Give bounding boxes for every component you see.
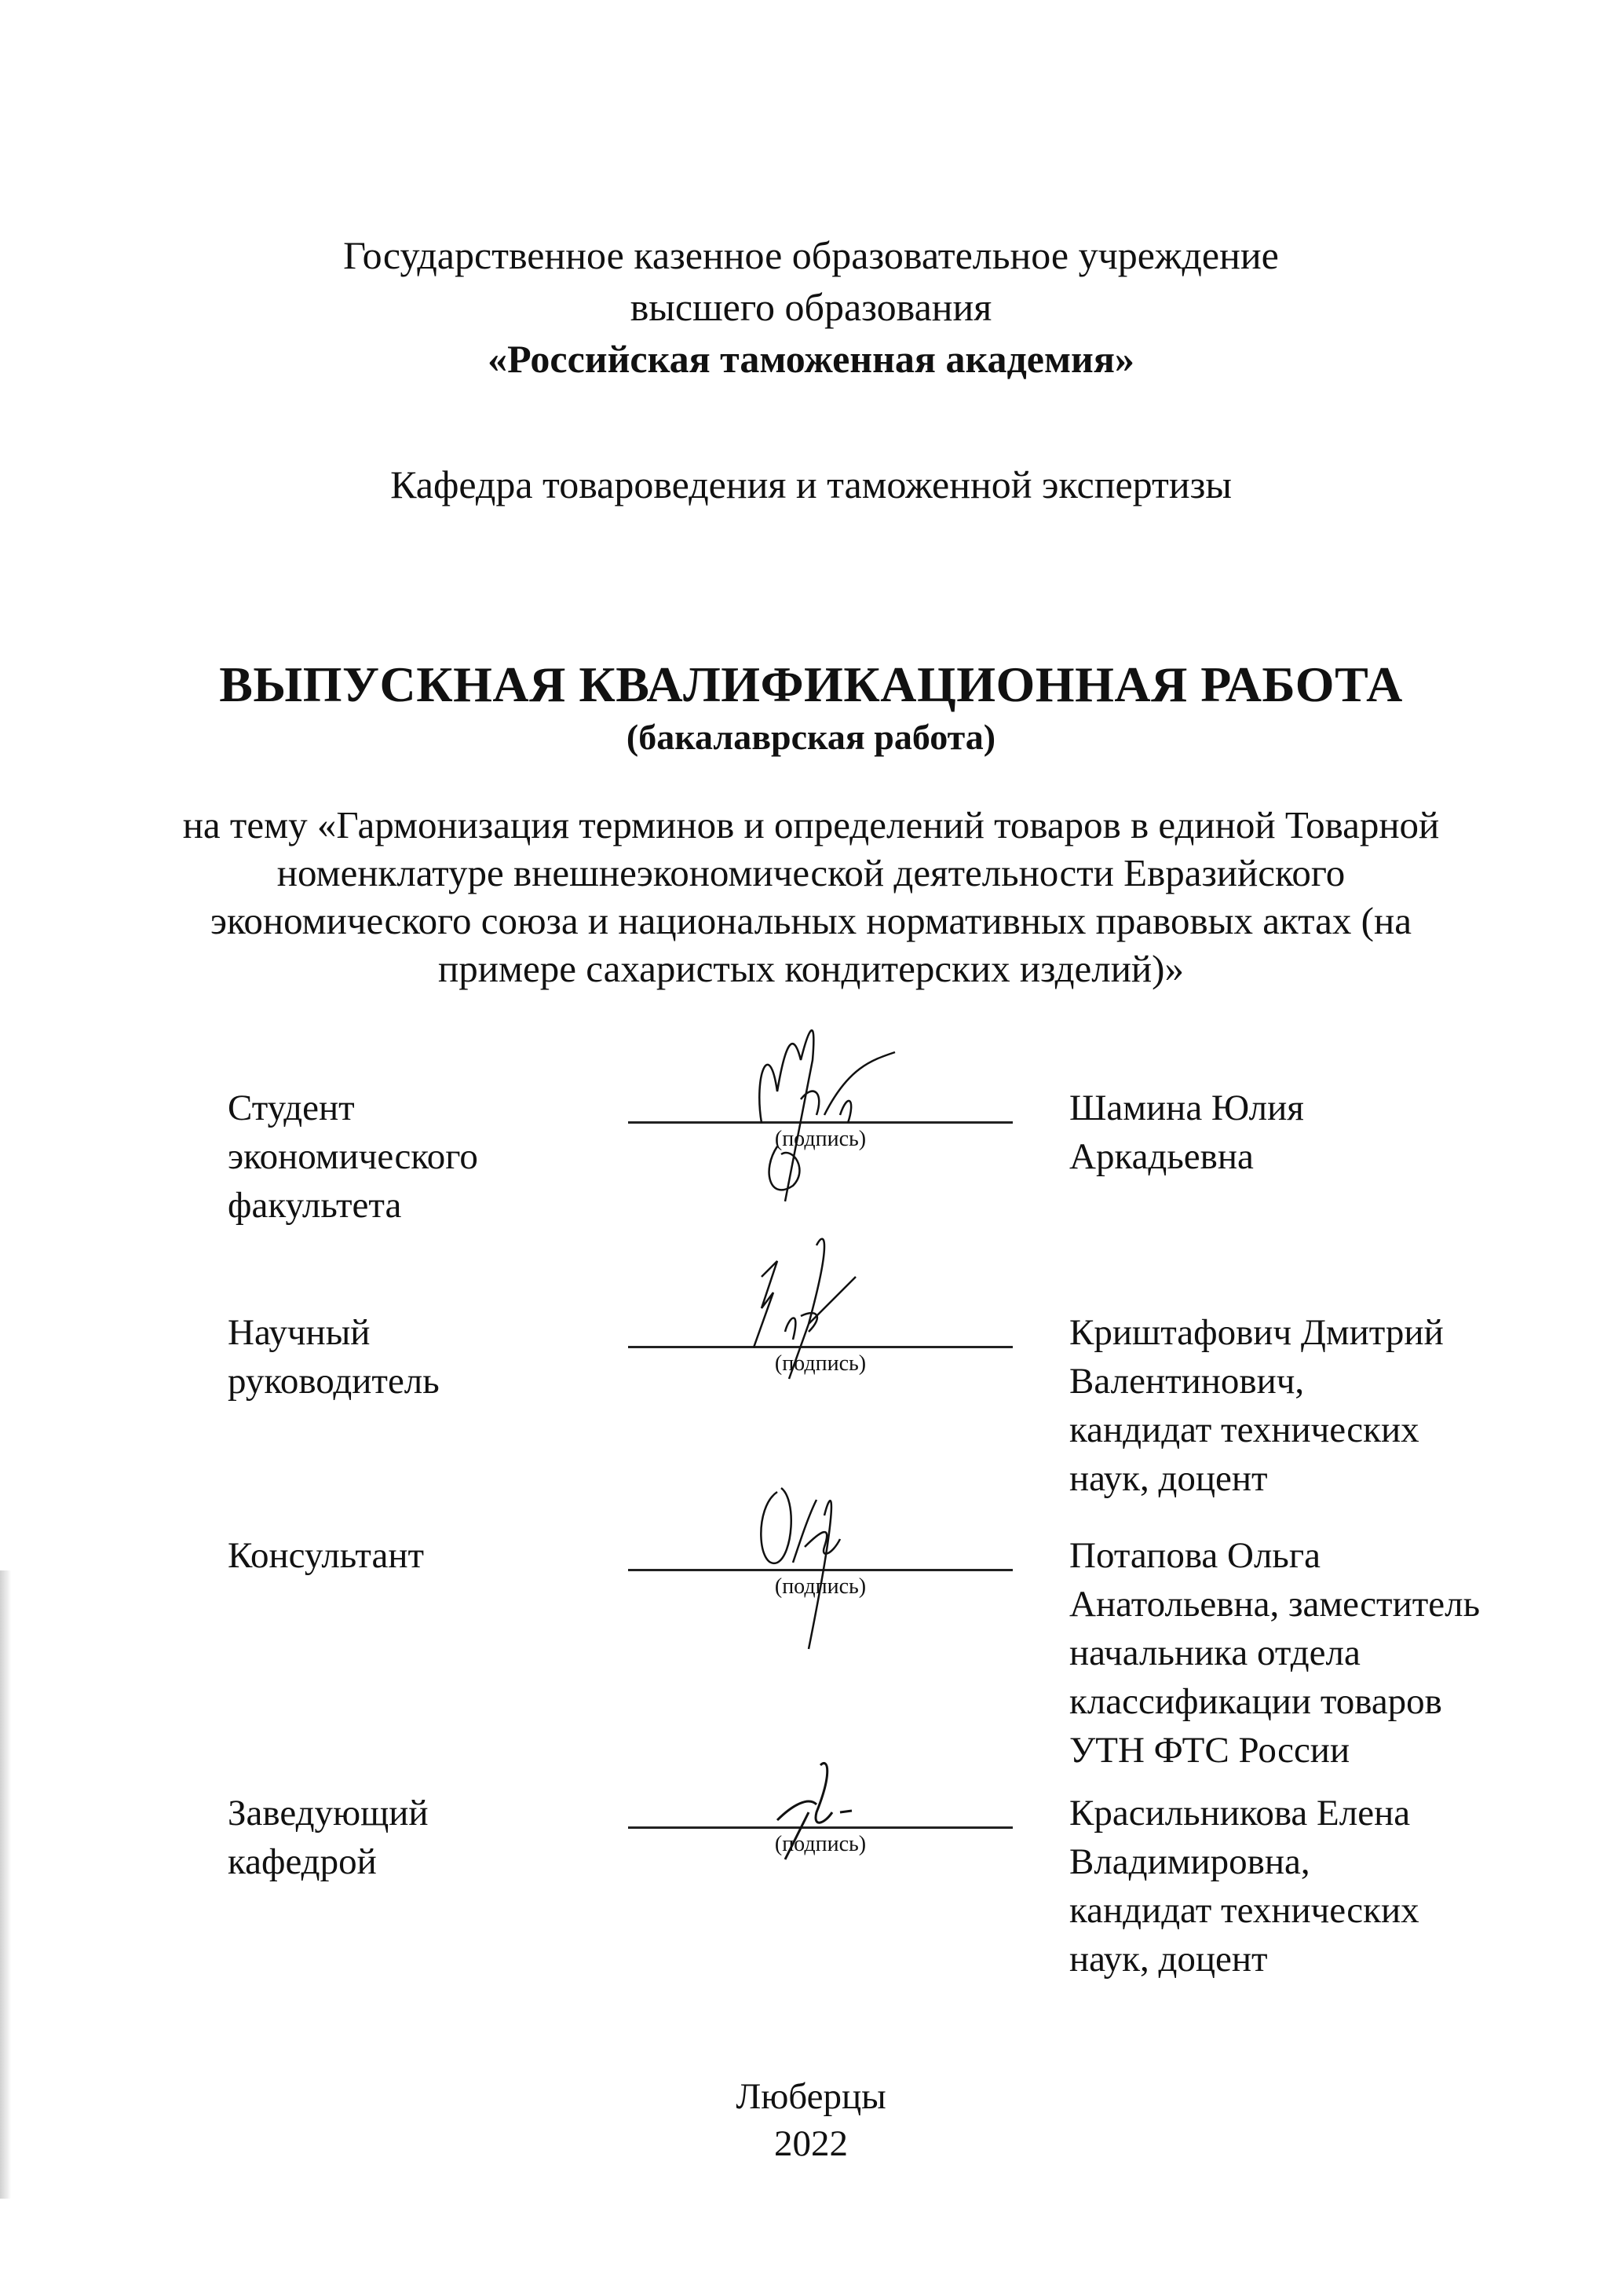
topic-line: номенклатуре внешнеэкономической деятельности Евразийского bbox=[276, 851, 1346, 894]
thesis-topic bbox=[0, 801, 1622, 993]
institution-header bbox=[0, 229, 1622, 385]
signatory-role bbox=[228, 1531, 424, 1580]
role-line: руководитель bbox=[228, 1361, 440, 1402]
name-line: классификации товаров bbox=[1069, 1681, 1442, 1722]
signatory-name bbox=[1069, 1308, 1444, 1503]
name-line: начальника отдела bbox=[1069, 1632, 1361, 1673]
name-line: кандидат технических bbox=[1069, 1890, 1419, 1931]
role-line: Студент bbox=[228, 1088, 355, 1128]
name-line: Анатольевна, заместитель bbox=[1069, 1584, 1481, 1625]
topic-line: примере сахаристых кондитерских изделий)» bbox=[438, 947, 1184, 990]
handwritten-signature bbox=[746, 1468, 887, 1657]
handwritten-signature bbox=[769, 1757, 879, 1867]
name-line: Красильникова Елена bbox=[1069, 1793, 1411, 1834]
name-line: Владимировна, bbox=[1069, 1841, 1310, 1882]
footer bbox=[0, 2073, 1622, 2167]
name-line: Криштафович Дмитрий bbox=[1069, 1312, 1444, 1353]
name-line: наук, доцент bbox=[1069, 1458, 1268, 1499]
signature-caption: (подпись) bbox=[774, 1574, 867, 1599]
signatory-name bbox=[1069, 1084, 1304, 1181]
role-line: экономического bbox=[228, 1136, 478, 1177]
name-line: Аркадьевна bbox=[1069, 1136, 1254, 1177]
role-line: Консультант bbox=[228, 1535, 425, 1576]
topic-line: на тему «Гармонизация терминов и определений товаров в единой Товарной bbox=[182, 803, 1440, 846]
topic-line: экономического союза и национальных нормативных правовых актах (на bbox=[210, 899, 1412, 942]
signatory-name bbox=[1069, 1531, 1480, 1775]
signature-caption: (подпись) bbox=[774, 1832, 867, 1856]
signatory-name bbox=[1069, 1789, 1419, 1983]
role-line: Заведующий bbox=[228, 1793, 429, 1834]
year: 2022 bbox=[774, 2123, 848, 2164]
role-line: кафедрой bbox=[228, 1841, 377, 1882]
role-line: Научный bbox=[228, 1312, 371, 1353]
header-line-1: Государственное казенное образовательное учреждение bbox=[343, 233, 1279, 277]
city: Люберцы bbox=[736, 2076, 886, 2117]
document-subtitle: (бакалаврская работа) bbox=[626, 717, 996, 757]
signatory-role bbox=[228, 1308, 440, 1406]
name-line: наук, доцент bbox=[1069, 1939, 1268, 1980]
name-line: Валентинович, bbox=[1069, 1361, 1305, 1402]
handwritten-signature bbox=[730, 1230, 887, 1387]
institution-name: «Российская таможенная академия» bbox=[488, 337, 1134, 381]
signature-caption: (подпись) bbox=[774, 1351, 867, 1376]
signatory-role bbox=[228, 1084, 478, 1230]
handwritten-signature bbox=[738, 1013, 926, 1209]
name-line: Потапова Ольга bbox=[1069, 1535, 1321, 1576]
document-title: ВЫПУСКНАЯ КВАЛИФИКАЦИОННАЯ РАБОТА bbox=[219, 656, 1403, 712]
signature-caption: (подпись) bbox=[774, 1127, 867, 1151]
header-line-2: высшего образования bbox=[630, 285, 992, 329]
department: Кафедра товароведения и таможенной экспертизы bbox=[390, 462, 1232, 506]
name-line: УТН ФТС России bbox=[1069, 1730, 1350, 1771]
signatory-role bbox=[228, 1789, 429, 1886]
name-line: кандидат технических bbox=[1069, 1409, 1419, 1450]
name-line: Шамина Юлия bbox=[1069, 1088, 1304, 1128]
role-line: факультета bbox=[228, 1185, 402, 1226]
